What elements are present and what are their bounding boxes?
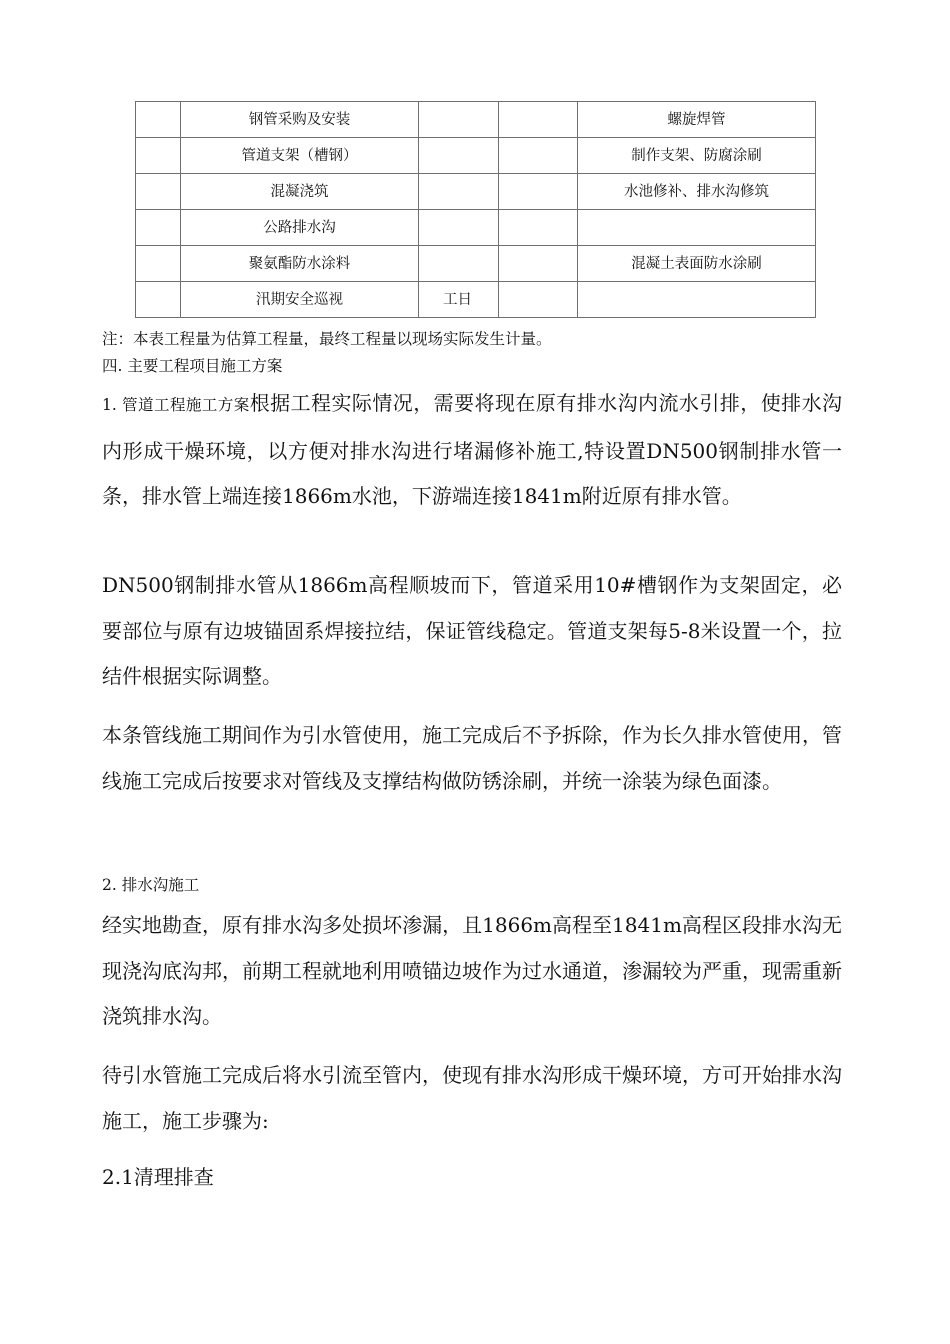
table-cell [499,102,578,138]
table-cell [499,246,578,282]
table-cell [136,138,181,174]
table-cell [419,102,499,138]
paragraph: 待引水管施工完成后将水引流至管内，使现有排水沟形成干燥环境，方可开始排水沟施工，施工步骤为: [102,1063,842,1133]
paragraph [102,381,842,520]
section-heading: 四. 主要工程项目施工方案 [102,357,283,375]
table-cell: 聚氨酯防水涂料 [181,246,419,282]
table-cell: 混凝土表面防水涂刷 [578,246,816,282]
table-cell [136,102,181,138]
table-cell: 钢管采购及安装 [181,102,419,138]
table-cell [578,210,816,246]
table-cell: 管道支架（槽钢） [181,138,419,174]
table-cell [136,210,181,246]
table-row [136,210,816,246]
table-cell: 工日 [419,282,499,318]
paragraph: 经实地勘查，原有排水沟多处损坏渗漏，且1866m高程至1841m高程区段排水沟无现浇沟底沟邦，前期工程就地利用喷锚边坡作为过水通道，渗漏较为严重，现需重新浇筑排水沟。 [102,913,842,1028]
table-cell [419,210,499,246]
table-row [136,246,816,282]
table-cell: 混凝浇筑 [181,174,419,210]
section-heading: 2. 排水沟施工 [102,876,200,894]
section-heading: 2.1清理排查 [102,1165,214,1189]
table-row [136,102,816,138]
table-cell [499,174,578,210]
table-cell: 水池修补、排水沟修筑 [578,174,816,210]
table-row [136,174,816,210]
table-cell [499,282,578,318]
paragraph: DN500钢制排水管从1866m高程顺坡而下，管道采用10#槽钢作为支架固定，必要部位与原有边坡锚固系焊接拉结，保证管线稳定。管道支架每5-8米设置一个，拉结件根据实际调整。 [102,573,842,688]
table-cell [419,174,499,210]
table-row [136,138,816,174]
paragraph-text: 根据工程实际情况，需要将现在原有排水沟内流水引排，使排水沟内形成干燥环境，以方便对排水沟进行堵漏修补施工,特设置DN500钢制排水管一条，排水管上端连接1866m水池，下游端连接1841m附近原有排水管。 [102,391,843,508]
quantity-table [135,101,816,318]
table-cell [136,246,181,282]
table-cell [499,138,578,174]
table-cell [136,174,181,210]
table-cell [419,138,499,174]
table-cell [136,282,181,318]
paragraph: 本条管线施工期间作为引水管使用，施工完成后不予拆除，作为长久排水管使用，管线施工完成后按要求对管线及支撑结构做防锈涂刷，并统一涂装为绿色面漆。 [102,723,842,793]
table-cell: 公路排水沟 [181,210,419,246]
table-cell [419,246,499,282]
table-row [136,282,816,318]
table-cell: 螺旋焊管 [578,102,816,138]
table-cell: 汛期安全巡视 [181,282,419,318]
table-cell: 制作支架、防腐涂刷 [578,138,816,174]
table-note: 注：本表工程量为估算工程量，最终工程量以现场实际发生计量。 [102,330,552,348]
table-cell [499,210,578,246]
paragraph-lead: 1. 管道工程施工方案 [102,396,250,414]
table-cell [578,282,816,318]
